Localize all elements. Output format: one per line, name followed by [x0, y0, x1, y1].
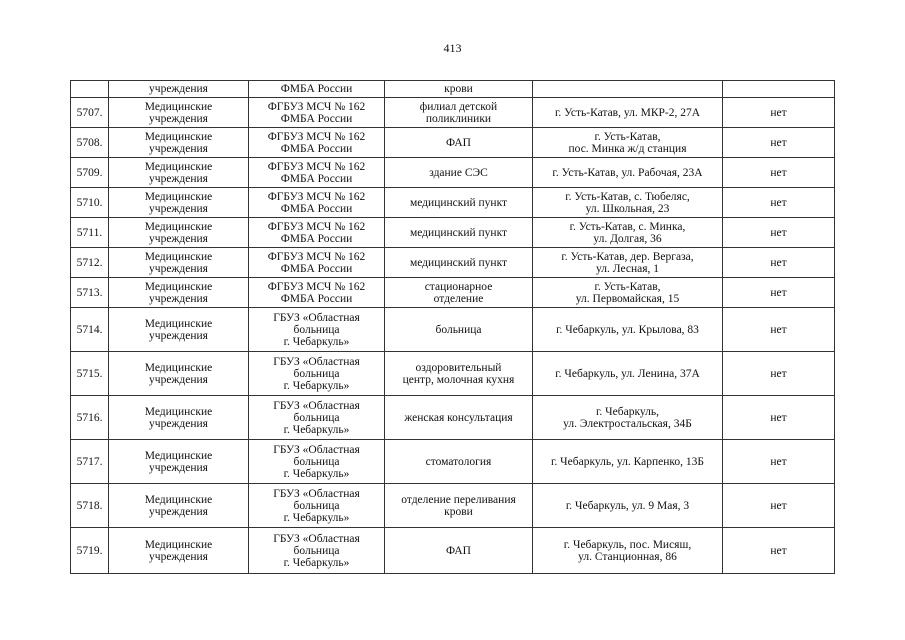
note-text: нет: [770, 256, 787, 269]
row-number-cell: [71, 528, 109, 574]
note-cell: [723, 248, 835, 278]
category-cell: [109, 352, 249, 396]
organization-cell: ФМБА России: [249, 81, 385, 98]
category-cell: [109, 248, 249, 278]
category-cell: [109, 528, 249, 574]
row-number-cell: [71, 188, 109, 218]
table-row: [71, 188, 835, 218]
organization-cell: [249, 308, 385, 352]
note-cell: [723, 188, 835, 218]
note-cell: [723, 158, 835, 188]
category-text: Медицинские учреждения: [144, 190, 213, 215]
organization-cell: [249, 352, 385, 396]
category-text: Медицинские учреждения: [144, 220, 213, 245]
organization-cell: [249, 128, 385, 158]
note-text: нет: [770, 196, 787, 209]
category-cell: [109, 440, 249, 484]
table-row: [71, 528, 835, 574]
object-text: женская консультация: [404, 411, 513, 424]
object-cell: [385, 484, 533, 528]
object-text: больница: [435, 323, 482, 336]
address-text: г. Усть-Катав, ул. Первомайская, 15: [575, 280, 680, 305]
organization-text: ФГБУЗ МСЧ № 162 ФМБА России: [267, 130, 366, 155]
address-text: г. Усть-Катав, с. Тюбеляс, ул. Школьная, 23: [565, 190, 690, 215]
table-row-continuation: [71, 81, 835, 98]
address-text: г. Чебаркуль, ул. Крылова, 83: [556, 323, 699, 336]
address-text: г. Усть-Катав, с. Минка, ул. Долгая, 36: [569, 220, 686, 245]
object-cell: [385, 352, 533, 396]
object-cell: [385, 396, 533, 440]
row-number-text: 5718.: [76, 499, 103, 512]
category-text: Медицинские учреждения: [144, 100, 213, 125]
note-text: нет: [770, 411, 787, 424]
address-cell: [533, 440, 723, 484]
category-cell: [109, 278, 249, 308]
object-cell: [385, 528, 533, 574]
organization-cell: [249, 528, 385, 574]
organization-text: ГБУЗ «Областная больница г. Чебаркуль»: [273, 311, 360, 348]
address-cell: [533, 308, 723, 352]
row-number-text: 5719.: [76, 544, 103, 557]
address-text: г. Усть-Катав, ул. МКР-2, 27А: [554, 106, 701, 119]
organization-cell: [249, 278, 385, 308]
note-text: нет: [770, 136, 787, 149]
note-text: нет: [770, 226, 787, 239]
object-text: ФАП: [446, 544, 471, 557]
table-row: [71, 396, 835, 440]
organization-text: ФГБУЗ МСЧ № 162 ФМБА России: [267, 100, 366, 125]
address-text: г. Чебаркуль, ул. Электростальская, 34Б: [563, 405, 692, 430]
table-body: [71, 81, 835, 574]
table-row: [71, 128, 835, 158]
address-text: г. Чебаркуль, пос. Мисяш, ул. Станционная, 86: [563, 538, 692, 563]
category-text: Медицинские учреждения: [144, 250, 213, 275]
address-cell: [533, 484, 723, 528]
note-text: нет: [770, 106, 787, 119]
table-row: [71, 158, 835, 188]
object-text: медицинский пункт: [409, 196, 508, 209]
row-number-text: 5716.: [76, 411, 103, 424]
organization-cell: [249, 248, 385, 278]
category-text: Медицинские учреждения: [144, 493, 213, 518]
object-cell: [385, 98, 533, 128]
object-cell: [385, 188, 533, 218]
category-cell: [109, 98, 249, 128]
organization-cell: [249, 484, 385, 528]
organization-text: ГБУЗ «Областная больница г. Чебаркуль»: [273, 487, 360, 524]
address-text: г. Чебаркуль, ул. Карпенко, 13Б: [551, 455, 704, 468]
address-cell: [533, 98, 723, 128]
note-cell: [723, 484, 835, 528]
object-cell: [385, 248, 533, 278]
organization-text: ФГБУЗ МСЧ № 162 ФМБА России: [267, 220, 366, 245]
object-cell: [385, 308, 533, 352]
object-cell: крови: [385, 81, 533, 98]
object-text: стационарное отделение: [424, 280, 493, 305]
note-cell: [723, 352, 835, 396]
table-row: [71, 218, 835, 248]
note-text: нет: [770, 544, 787, 557]
row-number-cell: [71, 396, 109, 440]
row-number-cell: [71, 484, 109, 528]
object-text: филиал детской поликлиники: [419, 100, 498, 125]
object-text: ФАП: [446, 136, 471, 149]
row-number-text: 5714.: [76, 323, 103, 336]
note-cell: [723, 81, 835, 98]
organization-cell: [249, 158, 385, 188]
category-cell: [109, 396, 249, 440]
table-row: [71, 308, 835, 352]
organization-text: ФГБУЗ МСЧ № 162 ФМБА России: [267, 280, 366, 305]
table-row: [71, 484, 835, 528]
address-cell: [533, 396, 723, 440]
organization-cell: [249, 218, 385, 248]
row-number-cell: [71, 308, 109, 352]
object-text: отделение переливания крови: [401, 493, 516, 518]
address-cell: [533, 352, 723, 396]
category-cell: [109, 128, 249, 158]
row-number-cell: [71, 352, 109, 396]
organization-cell: [249, 440, 385, 484]
row-number-text: 5712.: [76, 256, 103, 269]
category-text: Медицинские учреждения: [144, 160, 213, 185]
note-text: нет: [770, 166, 787, 179]
row-number-text: 5713.: [76, 286, 103, 299]
category-cell: [109, 308, 249, 352]
table-row: [71, 352, 835, 396]
row-number-cell: [71, 440, 109, 484]
object-text: здание СЭС: [429, 166, 488, 179]
category-text: Медицинские учреждения: [144, 130, 213, 155]
row-number-cell: [71, 128, 109, 158]
note-text: нет: [770, 286, 787, 299]
row-number-cell: [71, 98, 109, 128]
row-number-cell: [71, 81, 109, 98]
address-cell: [533, 218, 723, 248]
category-cell: [109, 188, 249, 218]
row-number-cell: [71, 218, 109, 248]
row-number-cell: [71, 278, 109, 308]
object-text: оздоровительный центр, молочная кухня: [402, 361, 515, 386]
object-cell: [385, 128, 533, 158]
category-cell: [109, 484, 249, 528]
organization-text: ГБУЗ «Областная больница г. Чебаркуль»: [273, 399, 360, 436]
note-text: нет: [770, 323, 787, 336]
note-text: нет: [770, 367, 787, 380]
category-cell: [109, 158, 249, 188]
note-text: нет: [770, 455, 787, 468]
table-row: [71, 98, 835, 128]
object-cell: [385, 278, 533, 308]
address-text: г. Чебаркуль, ул. Ленина, 37А: [555, 367, 700, 380]
object-cell: [385, 158, 533, 188]
note-cell: [723, 396, 835, 440]
note-cell: [723, 278, 835, 308]
row-number-text: 5709.: [76, 166, 103, 179]
address-cell: [533, 128, 723, 158]
category-cell: учреждения: [109, 81, 249, 98]
organization-text: ГБУЗ «Областная больница г. Чебаркуль»: [273, 355, 360, 392]
category-text: Медицинские учреждения: [144, 280, 213, 305]
organization-text: ГБУЗ «Областная больница г. Чебаркуль»: [273, 443, 360, 480]
note-cell: [723, 128, 835, 158]
note-cell: [723, 98, 835, 128]
category-text: Медицинские учреждения: [144, 449, 213, 474]
organization-cell: [249, 188, 385, 218]
row-number-text: 5717.: [76, 455, 103, 468]
address-cell: [533, 248, 723, 278]
note-cell: [723, 528, 835, 574]
address-text: г. Чебаркуль, ул. 9 Мая, 3: [565, 499, 690, 512]
address-cell: [533, 81, 723, 98]
row-number-cell: [71, 248, 109, 278]
row-number-text: 5710.: [76, 196, 103, 209]
category-text: Медицинские учреждения: [144, 538, 213, 563]
row-number-cell: [71, 158, 109, 188]
organization-text: ФГБУЗ МСЧ № 162 ФМБА России: [267, 190, 366, 215]
address-text: г. Усть-Катав, ул. Рабочая, 23А: [552, 166, 703, 179]
row-number-text: 5715.: [76, 367, 103, 380]
note-text: нет: [770, 499, 787, 512]
object-text: медицинский пункт: [409, 226, 508, 239]
page-number: 413: [443, 41, 462, 55]
address-text: г. Усть-Катав, пос. Минка ж/д станция: [568, 130, 687, 155]
category-text: Медицинские учреждения: [144, 405, 213, 430]
object-cell: [385, 440, 533, 484]
organization-cell: [249, 396, 385, 440]
note-cell: [723, 308, 835, 352]
row-number-text: 5707.: [76, 106, 103, 119]
table-row: [71, 440, 835, 484]
address-cell: [533, 528, 723, 574]
organization-text: ФГБУЗ МСЧ № 162 ФМБА России: [267, 160, 366, 185]
address-text: г. Усть-Катав, дер. Вергаза, ул. Лесная, 1: [561, 250, 694, 275]
table-row: [71, 278, 835, 308]
organization-text: ГБУЗ «Областная больница г. Чебаркуль»: [273, 532, 360, 569]
object-text: стоматология: [425, 455, 492, 468]
address-cell: [533, 278, 723, 308]
address-cell: [533, 158, 723, 188]
organization-cell: [249, 98, 385, 128]
row-number-text: 5708.: [76, 136, 103, 149]
category-text: Медицинские учреждения: [144, 317, 213, 342]
note-cell: [723, 218, 835, 248]
table-row: [71, 248, 835, 278]
note-cell: [723, 440, 835, 484]
category-text: Медицинские учреждения: [144, 361, 213, 386]
category-cell: [109, 218, 249, 248]
object-cell: [385, 218, 533, 248]
object-text: медицинский пункт: [409, 256, 508, 269]
row-number-text: 5711.: [76, 226, 103, 239]
facilities-table: [70, 80, 835, 574]
address-cell: [533, 188, 723, 218]
organization-text: ФГБУЗ МСЧ № 162 ФМБА России: [267, 250, 366, 275]
